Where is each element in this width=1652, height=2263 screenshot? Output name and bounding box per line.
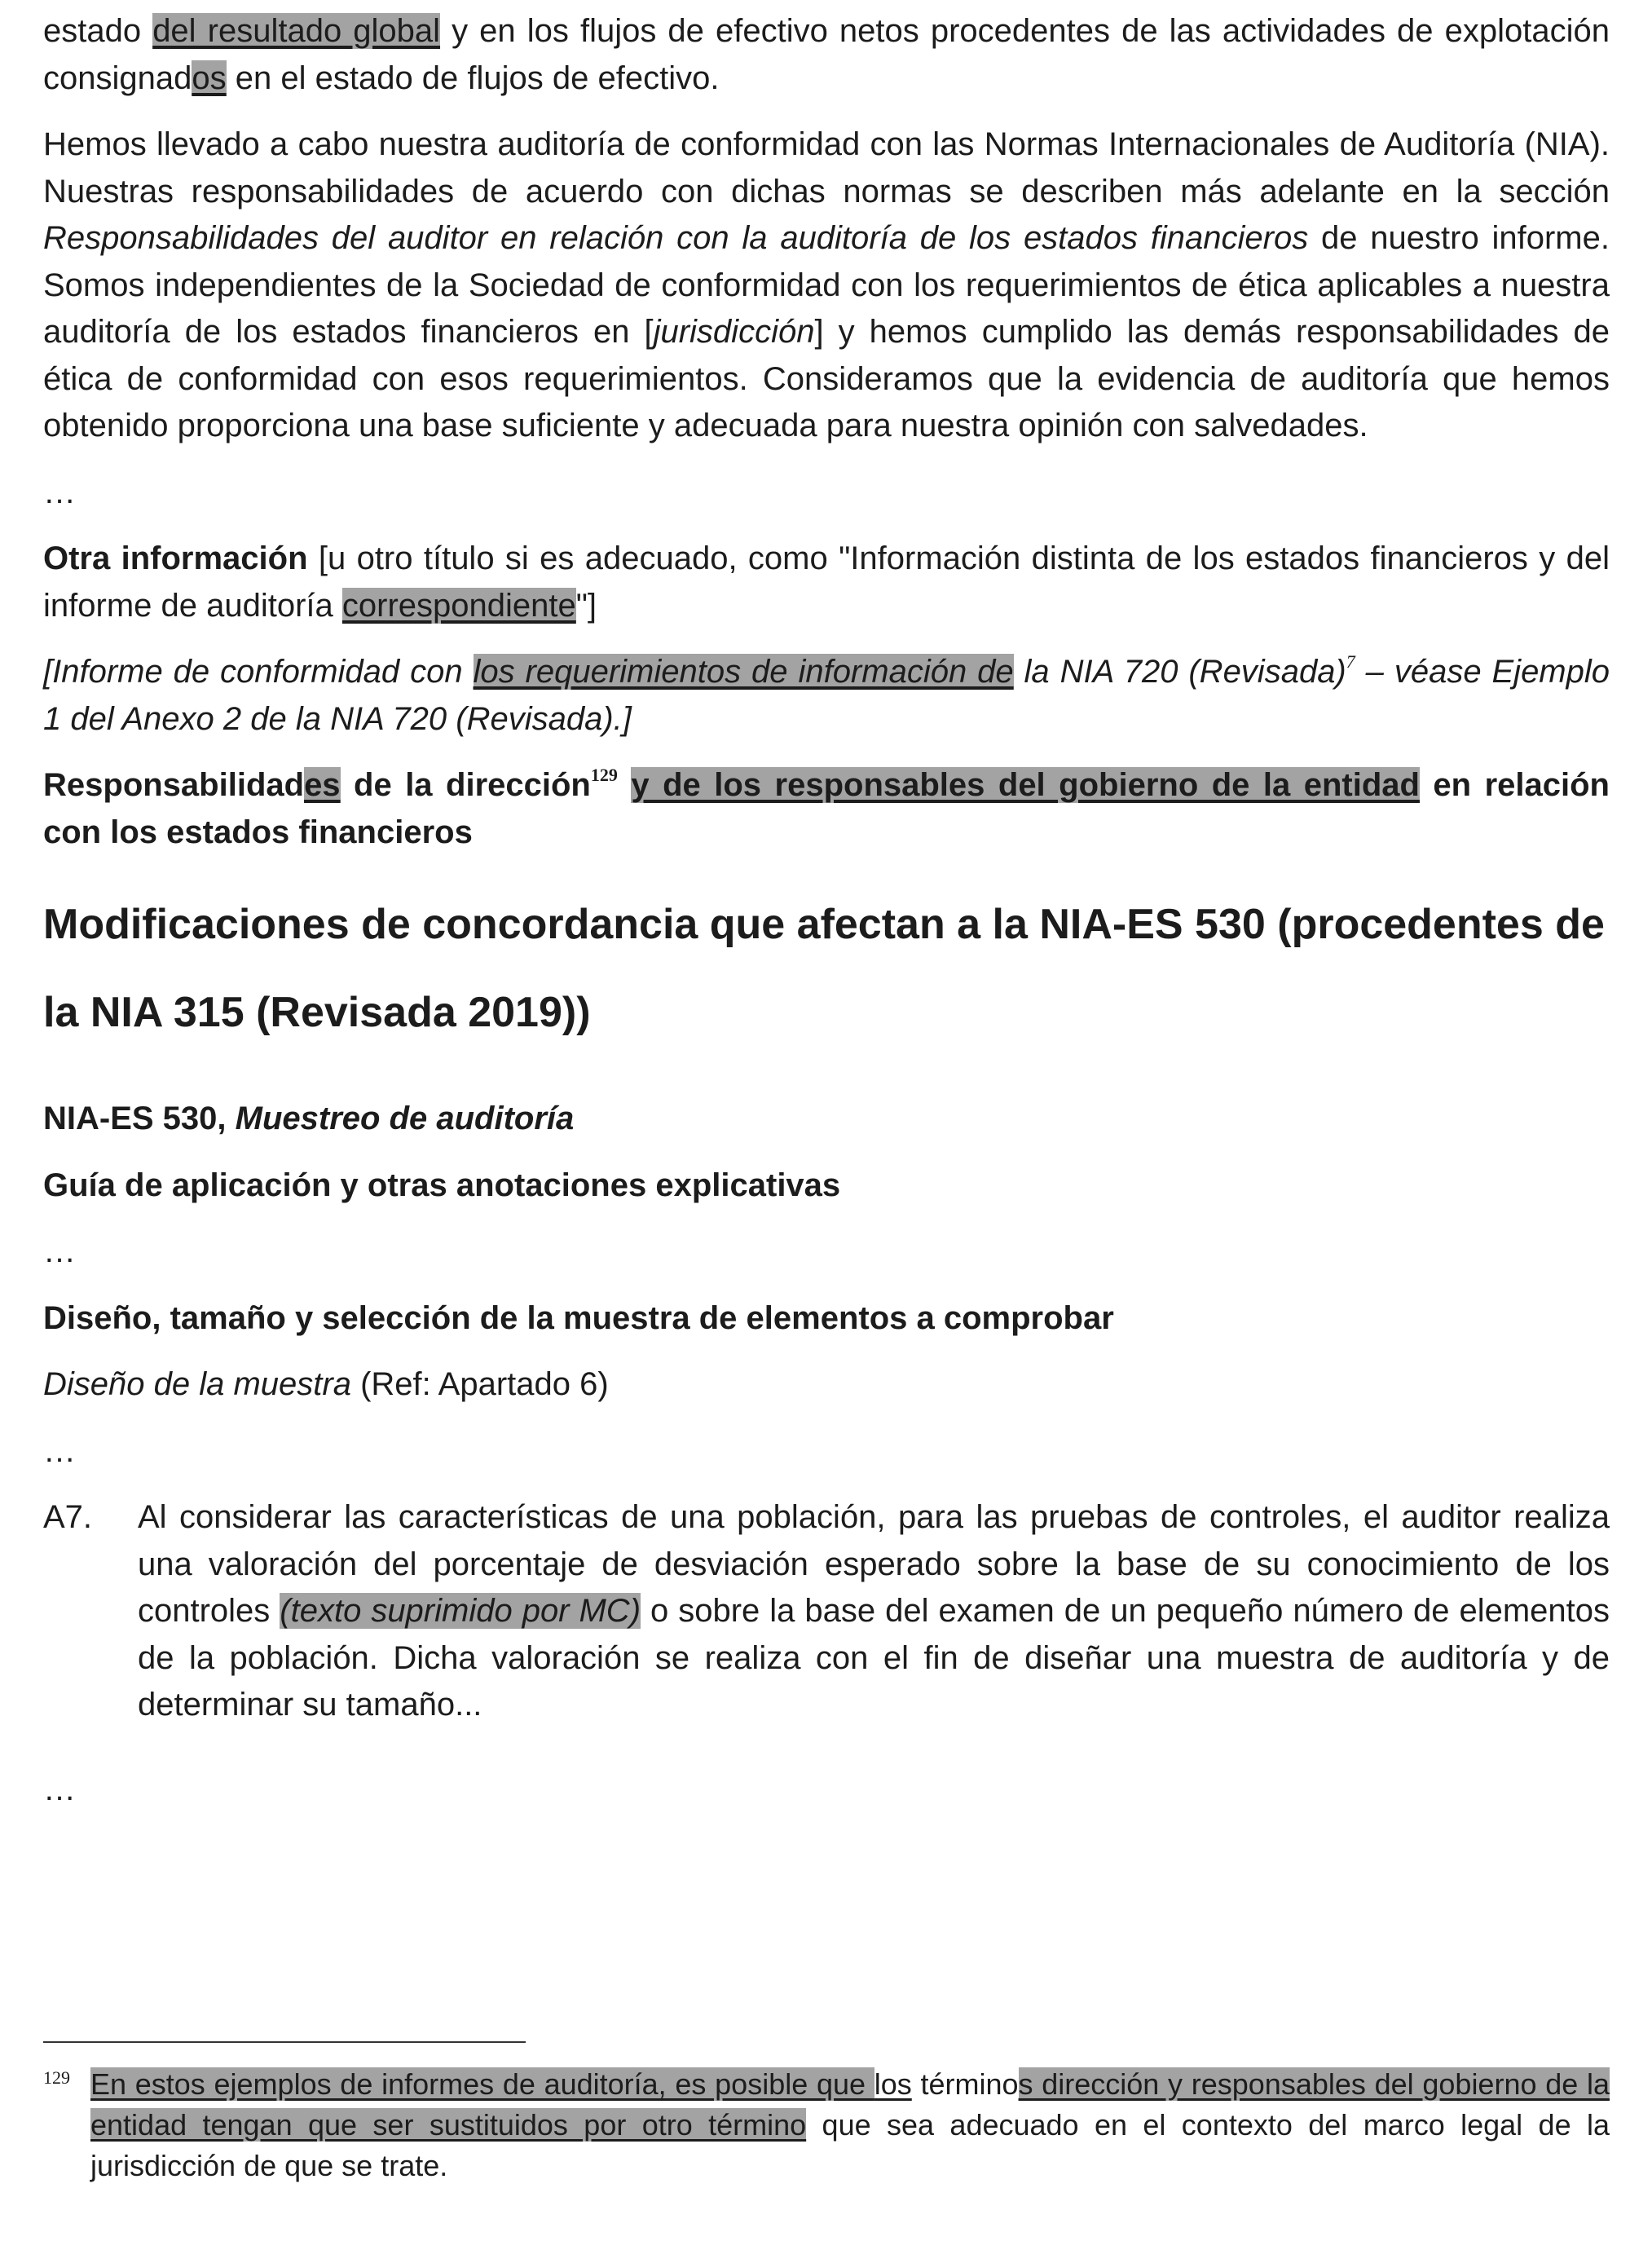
text-run: [Informe de conformidad con: [43, 654, 474, 690]
text-run: y en los flujos de efectivo netos procedentes de las actividades de explotación consignad: [43, 13, 1610, 96]
text-run: que sea adecuado en el contexto del marco legal de la jurisdicción de que se trate.: [90, 2108, 1610, 2182]
highlighted-text: es: [304, 767, 341, 803]
ellipsis: …: [43, 1233, 76, 1269]
footnote-ref: 129: [590, 765, 618, 785]
text-run: "]: [575, 587, 597, 624]
text-run: [618, 767, 631, 803]
ellipsis: …: [43, 474, 76, 510]
text-run: Al considerar las características de una población, para las pruebas de controles, el auditor realiza una valoración del porcentaje de desviación esperado sobre la base de su conocimiento de los controles: [138, 1499, 1610, 1629]
highlighted-text: del resultado global: [152, 13, 441, 49]
text-run: en relación con los estados financieros: [43, 767, 1610, 850]
text-run: de la dirección: [340, 767, 591, 803]
text-run: Hemos llevado a cabo nuestra auditoría de conformidad con las Normas Internacionales de Auditoría (NIA). Nuestras responsabilidades de acuerdo con dichas normas se describen más adelante en la sección: [43, 126, 1610, 210]
italic-text: jurisdicción: [653, 314, 815, 350]
underlined-text: los: [874, 2067, 912, 2101]
text-run: Responsabilidad: [43, 767, 305, 803]
paragraph-responsibilities-heading: [43, 762, 1610, 856]
footnote-129: [43, 2064, 1610, 2186]
text-run: (Ref: Apartado 6): [350, 1366, 609, 1402]
design-heading: Diseño, tamaño y selección de la muestra de elementos a comprobar: [43, 1299, 1114, 1336]
highlighted-text: dirección y responsables del gobierno de la entidad tengan que ser sustituidos por otro término: [90, 2067, 1610, 2142]
paragraph-basis-opinion: [43, 121, 1610, 450]
text-run: estado: [43, 13, 153, 49]
standard-title: [43, 1096, 1610, 1143]
text-run: de nuestro informe. Somos independientes de la Sociedad de conformidad con los requerimientos de ética aplicables a nuestra auditoría de los estados financieros en [: [43, 220, 1610, 350]
section-heading: Modificaciones de concordancia que afectan a la NIA-ES 530 (procedentes de la NIA 315 (Revisada 2019)): [43, 901, 1605, 1036]
paragraph-number: A7.: [43, 1499, 93, 1535]
paragraph-nia-720-reference: [43, 649, 1610, 743]
document-page: [43, 8, 1610, 1813]
italic-text: Responsabilidades del auditor en relación con la auditoría de los estados financieros: [43, 220, 1309, 256]
highlighted-text: s: [1018, 2067, 1033, 2101]
paragraph-a7-body: [138, 1494, 1610, 1729]
footnote-ref: 7: [1346, 651, 1355, 672]
text-run: o sobre la base del examen de un pequeño número de elementos de la población. Dicha valoración se realiza con el fin de diseñar una muestra de auditoría y de determinar su tamaño...: [138, 1593, 1610, 1723]
footnote-separator: [43, 2041, 526, 2043]
highlighted-text: os: [192, 60, 227, 96]
highlighted-text: (texto suprimido por MC): [280, 1593, 641, 1629]
highlighted-text: En estos ejemplos de informes de auditoría, es posible que: [90, 2067, 874, 2101]
text-run: NIA-ES 530,: [43, 1101, 236, 1136]
ellipsis: …: [43, 1432, 76, 1469]
sample-design-subheading: [43, 1361, 1610, 1409]
text-run: la NIA 720 (Revisada): [1013, 654, 1346, 690]
italic-text: Muestreo de auditoría: [235, 1101, 575, 1136]
footnote-number: 129: [43, 2067, 70, 2088]
highlighted-text: y de los responsables del gobierno de la entidad: [631, 767, 1420, 803]
bold-text: Otra información: [43, 540, 308, 576]
text-run: – véase Ejemplo 1 del Anexo 2 de la NIA 720 (Revisada).]: [43, 654, 1610, 737]
italic-text: Diseño de la muestra: [43, 1366, 351, 1402]
paragraph-a7: [43, 1494, 1610, 1729]
paragraph-results: [43, 8, 1610, 102]
text-run: en el estado de flujos de efectivo.: [226, 60, 720, 96]
paragraph-other-information: [43, 536, 1610, 629]
highlighted-text: los requerimientos de información de: [473, 654, 1014, 690]
text-run: ] y hemos cumplido las demás responsabilidades de ética de conformidad con esos requerimientos. Consideramos que la evidencia de auditoría que hemos obtenido proporciona una base suficiente y adecuada para nuestra opinión con salvedades.: [43, 314, 1610, 443]
text-run: [u otro título si es adecuado, como "Información distinta de los estados financieros y del informe de auditoría: [43, 540, 1610, 624]
ellipsis: …: [43, 1771, 76, 1807]
highlighted-text: correspondiente: [341, 587, 576, 624]
footnote-text: [90, 2064, 1610, 2186]
text-run: término: [911, 2067, 1019, 2101]
guide-heading: Guía de aplicación y otras anotaciones explicativas: [43, 1167, 841, 1203]
